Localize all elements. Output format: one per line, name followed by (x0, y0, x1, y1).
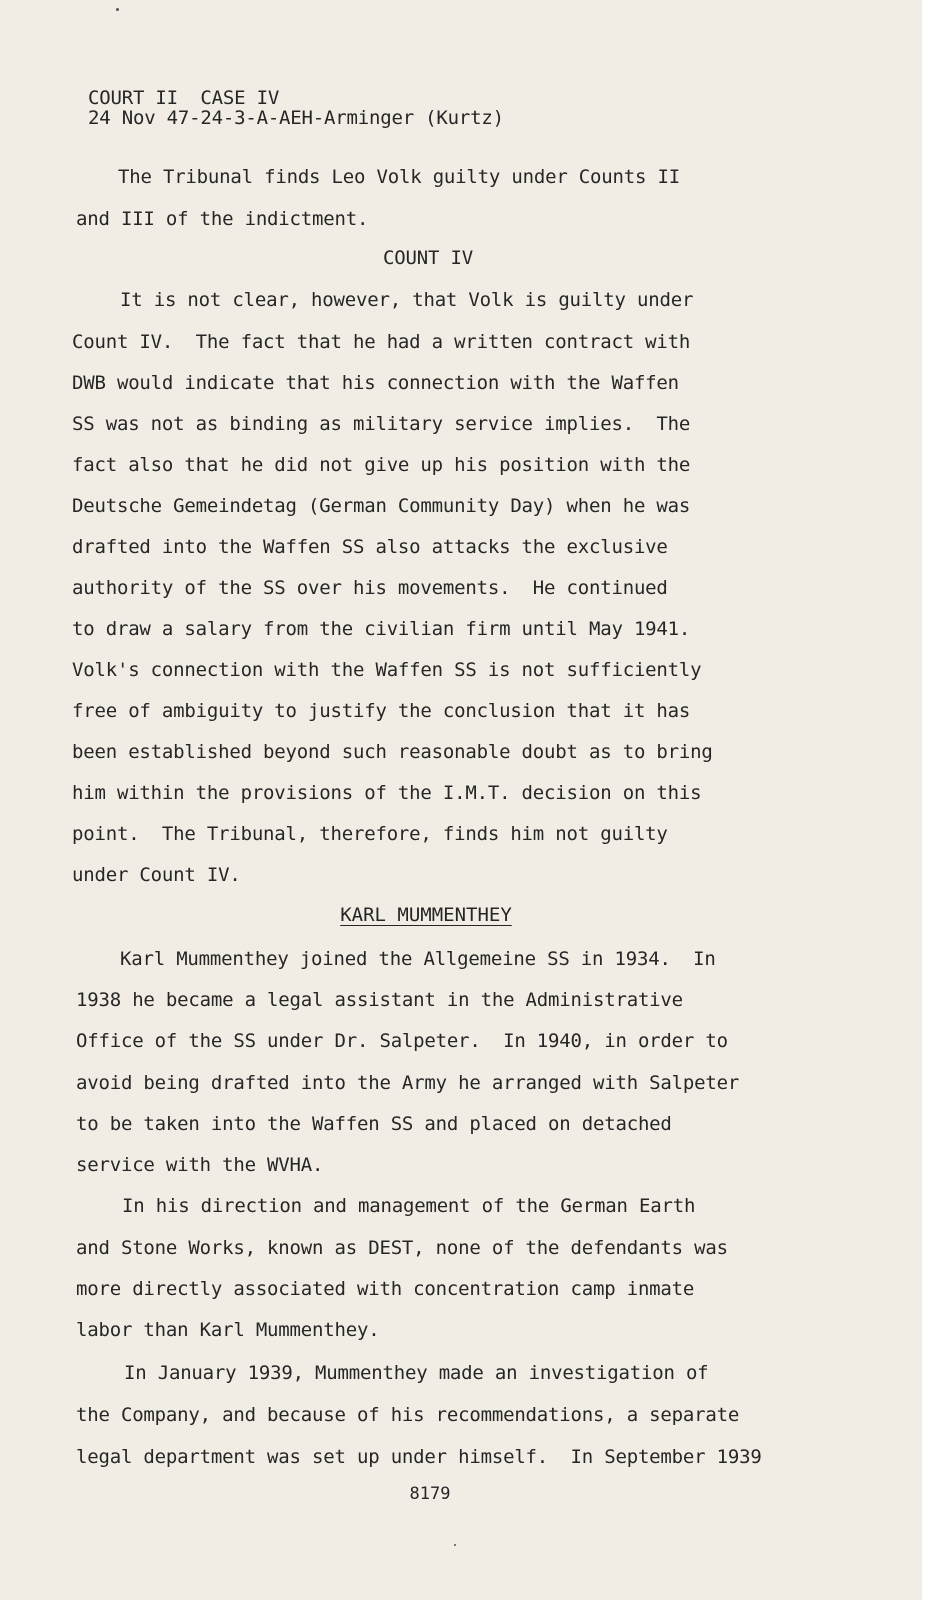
paragraph-line: more directly associated with concentration camp inmate (76, 1278, 695, 1300)
paragraph-line: him within the provisions of the I.M.T. decision on this (72, 782, 702, 804)
paragraph-line: been established beyond such reasonable doubt as to bring (72, 741, 713, 763)
paragraph-line: The Tribunal finds Leo Volk guilty under Counts II (118, 166, 680, 188)
paragraph-line: Deutsche Gemeindetag (German Community Day) when he was (72, 495, 691, 517)
case-header-line-1: COURT II CASE IV (88, 87, 280, 109)
paragraph-line: 1938 he became a legal assistant in the Administrative (76, 989, 683, 1011)
paragraph-line: avoid being drafted into the Army he arranged with Salpeter (76, 1072, 740, 1094)
paragraph-line: to be taken into the Waffen SS and placed on detached (76, 1113, 672, 1135)
heading-karl-mummenthey: KARL MUMMENTHEY (340, 904, 512, 926)
paragraph-line: labor than Karl Mummenthey. (76, 1319, 380, 1341)
paragraph-line: free of ambiguity to justify the conclusion that it has (72, 700, 691, 722)
paragraph-line: It is not clear, however, that Volk is guilty under (120, 289, 694, 311)
paragraph-line: authority of the SS over his movements. He continued (72, 577, 668, 599)
paper-speck (454, 1544, 456, 1546)
paragraph-line: service with the WVHA. (76, 1154, 324, 1176)
paragraph-line: In January 1939, Mummenthey made an investigation of (124, 1362, 709, 1384)
paper-speck (116, 8, 119, 11)
paragraph-line: drafted into the Waffen SS also attacks the exclusive (72, 536, 668, 558)
case-header-line-2: 24 Nov 47-24-3-A-AEH-Arminger (Kurtz) (88, 107, 504, 129)
paragraph-line: point. The Tribunal, therefore, finds him not guilty (72, 823, 668, 845)
paragraph-line: In his direction and management of the German Earth (122, 1195, 696, 1217)
paragraph-line: Volk's connection with the Waffen SS is not sufficiently (72, 659, 702, 681)
paragraph-line: and Stone Works, known as DEST, none of the defendants was (76, 1237, 728, 1259)
paragraph-line: Karl Mummenthey joined the Allgemeine SS in 1934. In (120, 948, 716, 970)
paragraph-line: SS was not as binding as military service implies. The (72, 413, 691, 435)
paragraph-line: fact also that he did not give up his position with the (72, 454, 691, 476)
paragraph-line: and III of the indictment. (76, 208, 369, 230)
paragraph-line: under Count IV. (72, 864, 241, 886)
paragraph-line: Office of the SS under Dr. Salpeter. In 1940, in order to (76, 1030, 728, 1052)
paragraph-line: the Company, and because of his recommendations, a separate (76, 1404, 740, 1426)
paragraph-line: to draw a salary from the civilian firm until May 1941. (72, 618, 691, 640)
paragraph-line: legal department was set up under himself. In September 1939 (76, 1446, 762, 1468)
page-number: 8179 (409, 1484, 451, 1504)
heading-count-iv: COUNT IV (383, 247, 473, 269)
paragraph-line: Count IV. The fact that he had a written contract with (72, 331, 691, 353)
page-margin (922, 0, 930, 1600)
paragraph-line: DWB would indicate that his connection with the Waffen (72, 372, 679, 394)
